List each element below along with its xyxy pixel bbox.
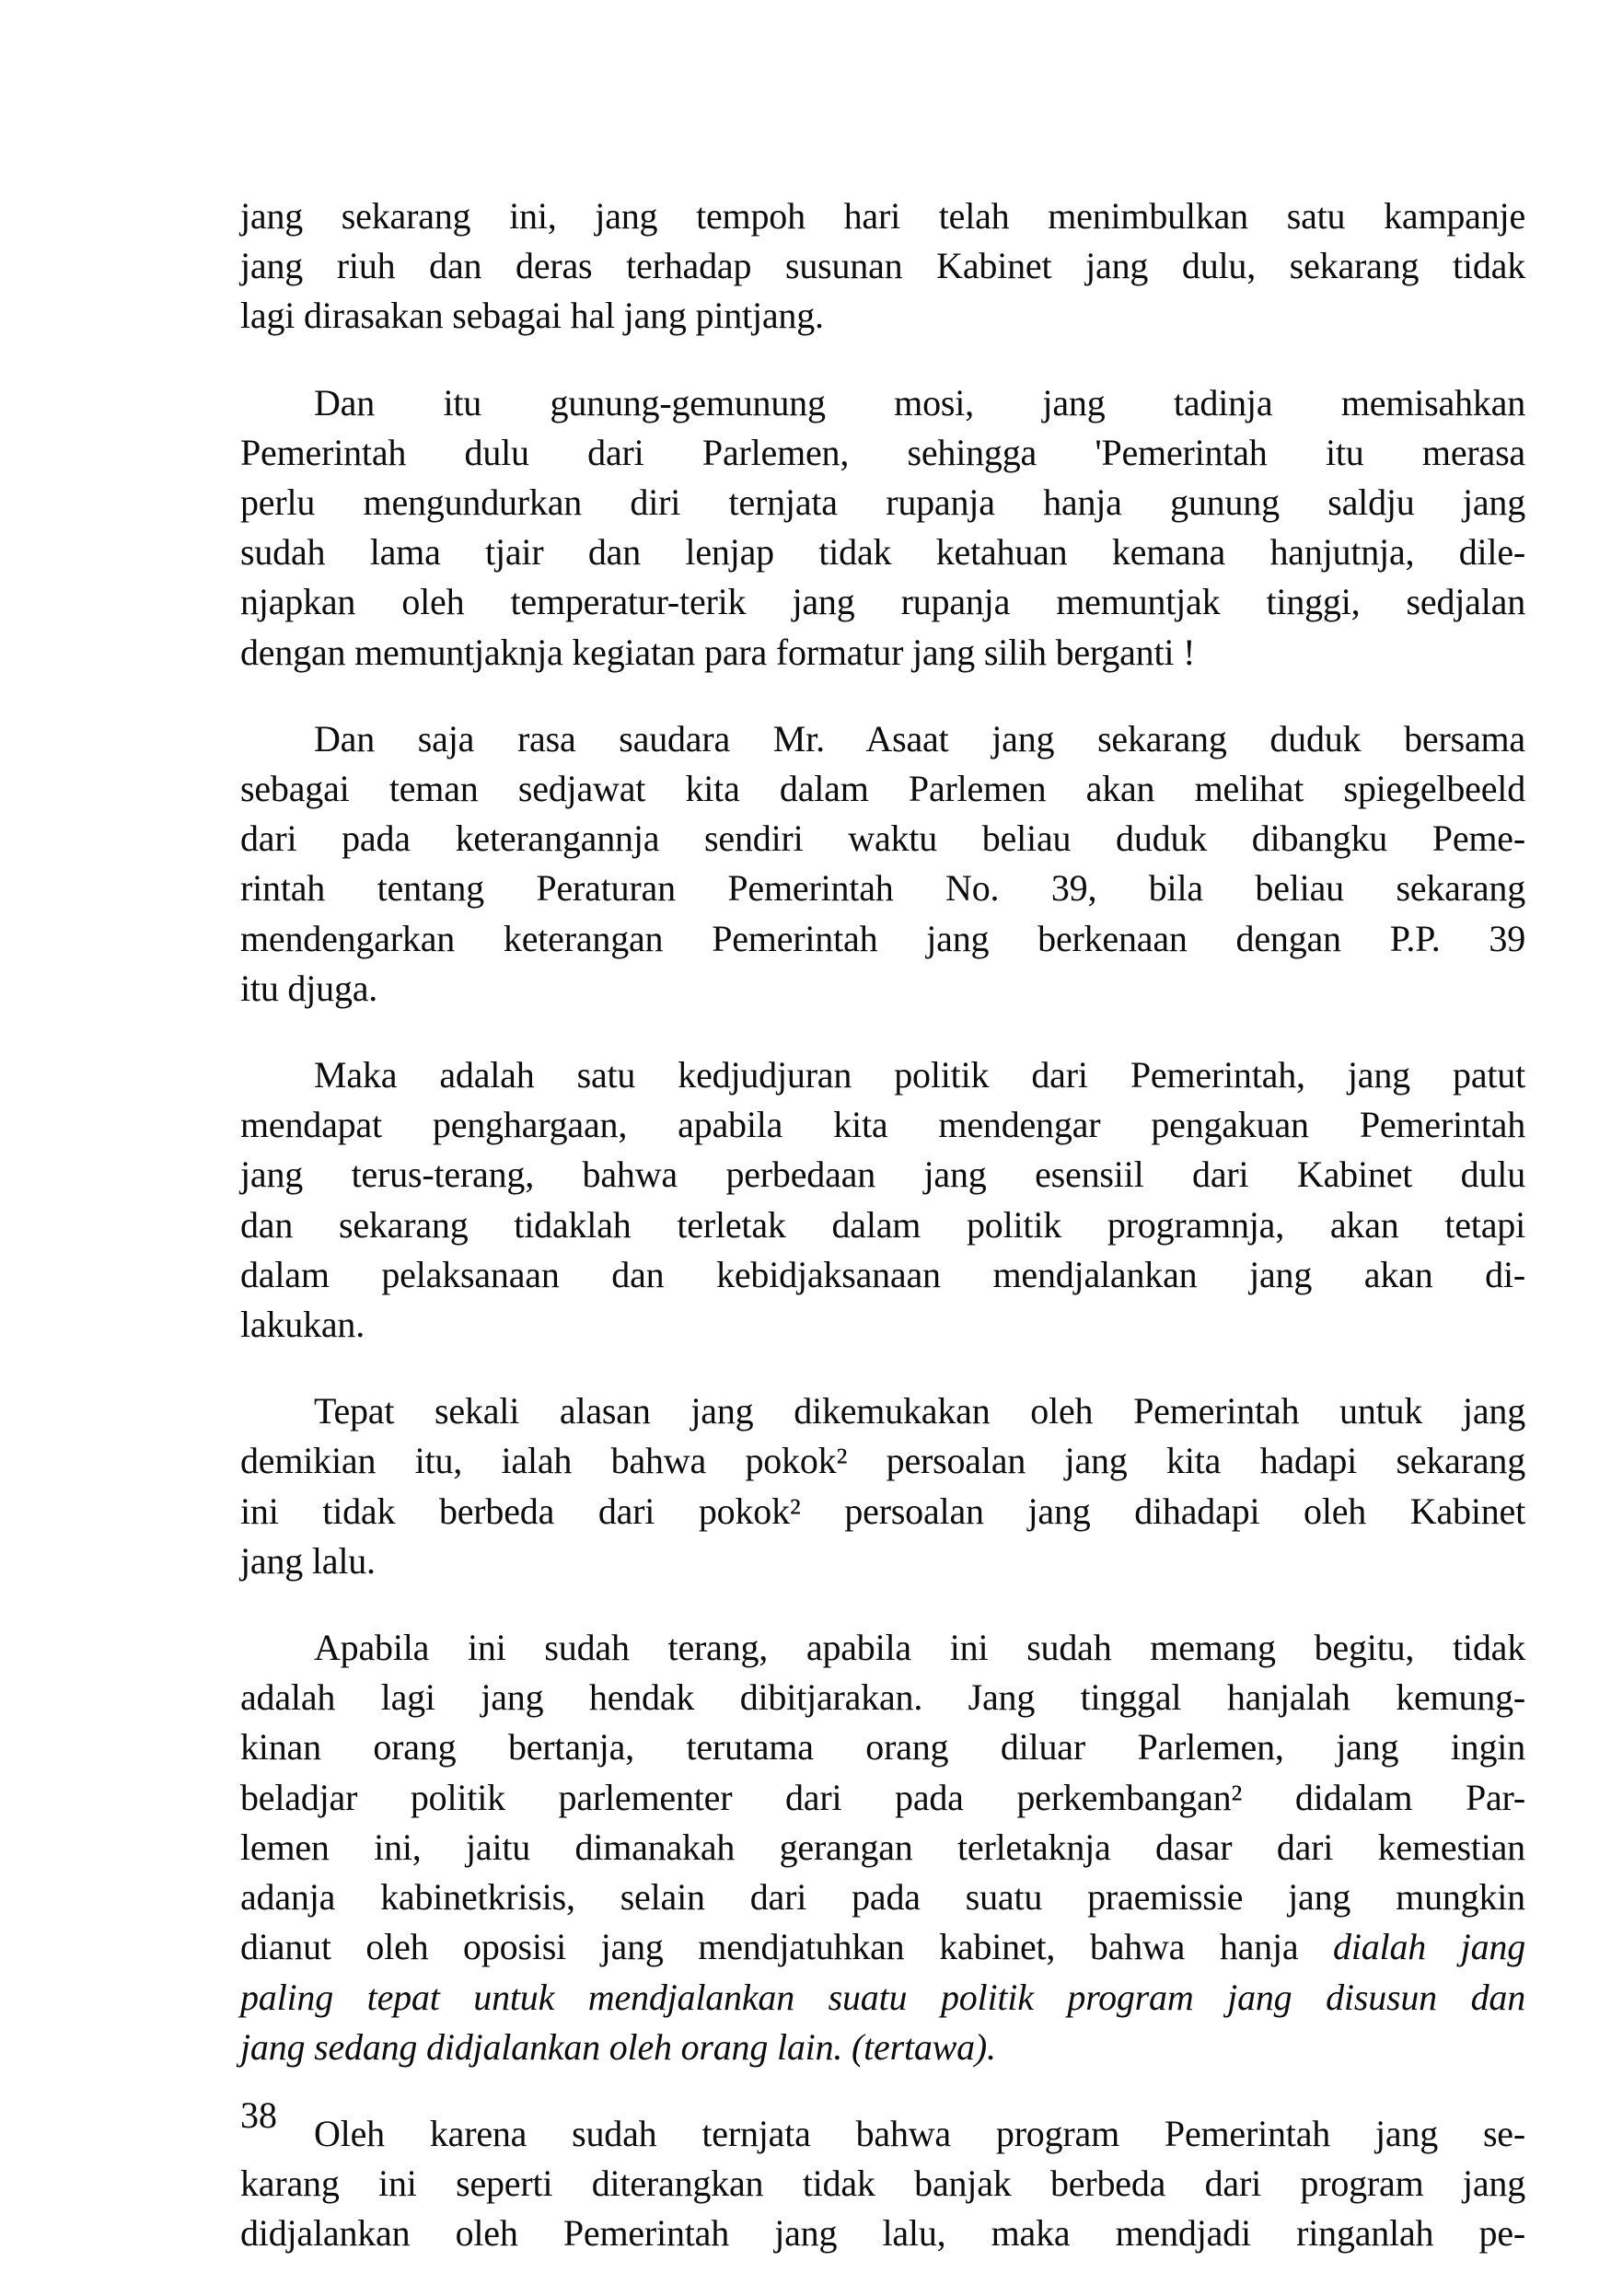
text-line-mixed bbox=[240, 1922, 1525, 1972]
text-line: jang terus-terang, bahwa perbedaan jang esensiil dari Kabinet dulu bbox=[240, 1154, 1525, 1196]
text-line: Maka adalah satu kedjudjuran politik dari Pemerintah, jang patut bbox=[314, 1054, 1525, 1096]
text-line: dan sekarang tidaklah terletak dalam politik programnja, akan tetapi bbox=[240, 1203, 1525, 1246]
text-line: lemen ini, jaitu dimanakah gerangan terletaknja dasar dari kemestian bbox=[240, 1826, 1525, 1868]
text-line: jang riuh dan deras terhadap susunan Kabinet jang dulu, sekarang tidak bbox=[240, 245, 1525, 287]
text-line: lakukan. bbox=[240, 1304, 365, 1346]
text-line: Dan saja rasa saudara Mr. Asaat jang sekarang duduk bersama bbox=[314, 717, 1525, 760]
text-line: Dan itu gunung-gemunung mosi, jang tadinja memisahkan bbox=[314, 381, 1525, 423]
text-line: adanja kabinetkrisis, selain dari pada suatu praemissie jang mungkin bbox=[240, 1876, 1525, 1919]
text-line: Apabila ini sudah terang, apabila ini sudah memang begitu, tidak bbox=[314, 1627, 1525, 1669]
regular-phrase: dianut oleh oposisi jang mendjatuhkan kabinet, bahwa hanja bbox=[240, 1926, 1334, 1968]
italic-phrase: dialah jang bbox=[1333, 1926, 1525, 1968]
text-line: sudah lama tjair dan lenjap tidak ketahuan kemana hanjutnja, dile- bbox=[240, 531, 1525, 574]
text-line-italic: jang sedang didjalankan oleh orang lain. (tertawa). bbox=[240, 2025, 996, 2068]
text-line: Pemerintah dulu dari Parlemen, sehingga 'Pemerintah itu merasa bbox=[240, 431, 1525, 473]
text-line: jang sekarang ini, jang tempoh hari telah menimbulkan satu kampanje bbox=[240, 195, 1525, 237]
text-line: rintah tentang Peraturan Pemerintah No. 39, bila beliau sekarang bbox=[240, 867, 1525, 910]
text-line: beladjar politik parlementer dari pada perkembangan² didalam Par- bbox=[240, 1776, 1525, 1818]
text-line: itu djuga. bbox=[240, 967, 378, 1009]
page-number: 38 bbox=[240, 2094, 277, 2136]
text-line: dengan memuntjaknja kegiatan para formatur jang silih berganti ! bbox=[240, 631, 1196, 673]
text-line: dari pada keterangannja sendiri waktu beliau duduk dibangku Peme- bbox=[240, 818, 1525, 860]
text-line: karang ini seperti diterangkan tidak banjak berbeda dari program jang bbox=[240, 2163, 1525, 2205]
text-block bbox=[240, 191, 1525, 2296]
text-line: perlu mengundurkan diri ternjata rupanja hanja gunung saldju jang bbox=[240, 481, 1525, 524]
text-line: sebagai teman sedjawat kita dalam Parlemen akan melihat spiegelbeeld bbox=[240, 768, 1525, 810]
text-line: mendengarkan keterangan Pemerintah jang berkenaan dengan P.P. 39 bbox=[240, 917, 1525, 959]
text-line: lagi dirasakan sebagai hal jang pintjang. bbox=[240, 295, 824, 337]
text-line: mendapat penghargaan, apabila kita mendengar pengakuan Pemerintah bbox=[240, 1104, 1525, 1146]
text-line: adalah lagi jang hendak dibitjarakan. Jang tinggal hanjalah kemung- bbox=[240, 1676, 1525, 1719]
text-line: didjalankan oleh Pemerintah jang lalu, maka mendjadi ringanlah pe- bbox=[240, 2212, 1525, 2255]
text-line: demikian itu, ialah bahwa pokok² persoalan jang kita hadapi sekarang bbox=[240, 1440, 1525, 1482]
text-line: njapkan oleh temperatur-terik jang rupanja memuntjak tinggi, sedjalan bbox=[240, 581, 1525, 623]
text-line: jang lalu. bbox=[240, 1539, 376, 1582]
text-line: Tepat sekali alasan jang dikemukakan oleh Pemerintah untuk jang bbox=[314, 1390, 1525, 1432]
text-line: kinan orang bertanja, terutama orang diluar Parlemen, jang ingin bbox=[240, 1726, 1525, 1768]
text-line: dalam pelaksanaan dan kebidjaksanaan mendjalankan jang akan di- bbox=[240, 1253, 1525, 1295]
text-line: Oleh karena sudah ternjata bahwa program Pemerintah jang se- bbox=[314, 2112, 1525, 2154]
text-line: ini tidak berbeda dari pokok² persoalan jang dihadapi oleh Kabinet bbox=[240, 1490, 1525, 1532]
text-line-italic: paling tepat untuk mendjalankan suatu politik program jang disusun dan bbox=[240, 1976, 1525, 2018]
